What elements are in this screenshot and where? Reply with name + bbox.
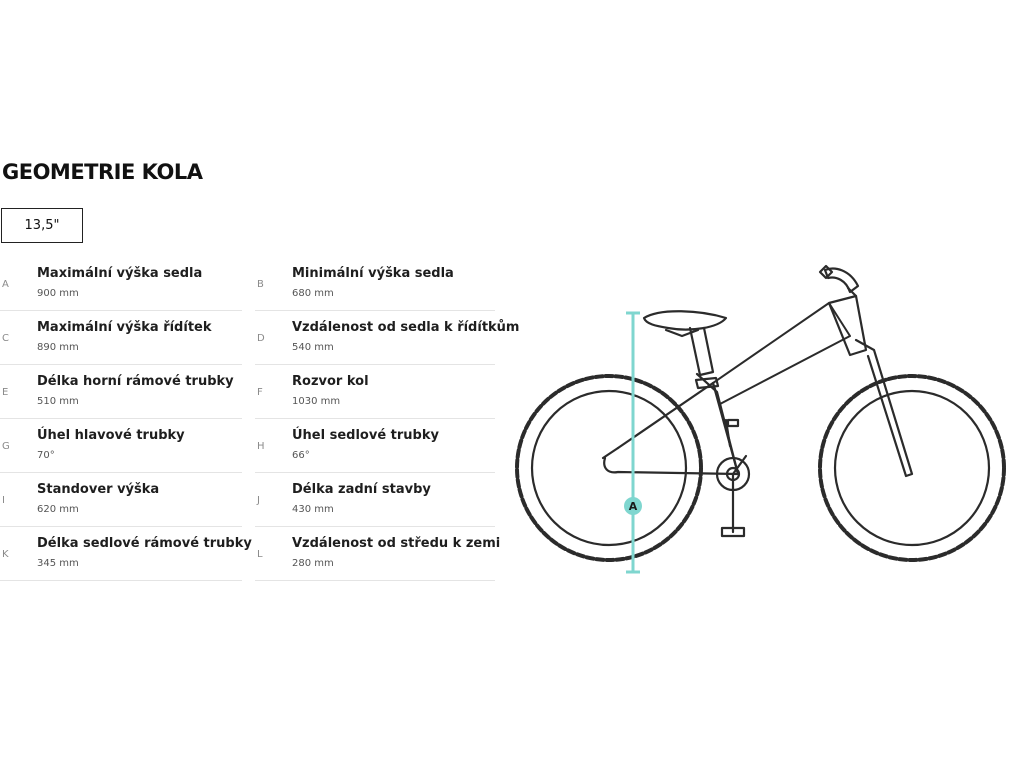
crankset [717, 420, 749, 536]
geometry-letter: K [2, 549, 9, 560]
geometry-row-d [255, 312, 520, 365]
geometry-label: Vzdálenost od sedla k řídítkům [292, 320, 520, 335]
geometry-letter: A [2, 279, 9, 290]
geometry-row-e [0, 366, 242, 419]
bike-frame [603, 266, 912, 476]
page-title: GEOMETRIE KOLA [2, 160, 203, 184]
bike-geometry-diagram [510, 258, 1024, 588]
geometry-label: Rozvor kol [292, 374, 369, 389]
geometry-letter: E [2, 387, 9, 398]
geometry-row-h [255, 420, 495, 473]
geometry-row-l [255, 528, 501, 581]
geometry-row-a [0, 258, 242, 311]
geometry-letter: I [2, 495, 5, 506]
measurement-a-label: A [628, 500, 638, 513]
size-selector-label: 13,5" [24, 218, 60, 233]
geometry-letter: C [2, 333, 9, 344]
geometry-label: Maximální výška sedla [37, 266, 203, 281]
geometry-row-f [255, 366, 495, 419]
geometry-label: Úhel hlavové trubky [37, 428, 185, 443]
geometry-label: Délka horní rámové trubky [37, 374, 234, 389]
geometry-letter: D [257, 333, 265, 344]
geometry-row-b [255, 258, 495, 311]
geometry-letter: B [257, 279, 264, 290]
geometry-value: 280 mm [292, 558, 334, 569]
geometry-label: Maximální výška řídítek [37, 320, 212, 335]
geometry-value: 540 mm [292, 342, 334, 353]
geometry-label: Úhel sedlové trubky [292, 428, 439, 443]
geometry-label: Vzdálenost od středu k zemi [292, 536, 501, 551]
geometry-label: Standover výška [37, 482, 160, 497]
geometry-row-j [255, 474, 495, 527]
front-wheel [820, 376, 1004, 560]
geometry-row-c [0, 312, 242, 365]
geometry-table [0, 258, 520, 582]
geometry-value: 1030 mm [292, 396, 341, 407]
geometry-value: 430 mm [292, 504, 334, 515]
geometry-value: 345 mm [37, 558, 79, 569]
geometry-value: 900 mm [37, 288, 79, 299]
rear-wheel [517, 376, 701, 560]
geometry-value: 680 mm [292, 288, 334, 299]
geometry-row-i [0, 474, 242, 527]
geometry-value: 66° [292, 450, 310, 461]
geometry-value: 510 mm [37, 396, 79, 407]
geometry-value: 890 mm [37, 342, 79, 353]
geometry-letter: F [257, 387, 263, 398]
geometry-letter: L [257, 549, 263, 560]
geometry-value: 70° [37, 450, 55, 461]
geometry-value: 620 mm [37, 504, 79, 515]
geometry-letter: J [257, 495, 260, 506]
size-selector-button[interactable] [1, 208, 83, 243]
geometry-label: Minimální výška sedla [292, 266, 454, 281]
geometry-letter: H [257, 441, 265, 452]
geometry-label: Délka sedlové rámové trubky [37, 536, 252, 551]
geometry-row-k [0, 528, 252, 581]
geometry-label: Délka zadní stavby [292, 482, 431, 497]
geometry-row-g [0, 420, 242, 473]
geometry-letter: G [2, 441, 10, 452]
